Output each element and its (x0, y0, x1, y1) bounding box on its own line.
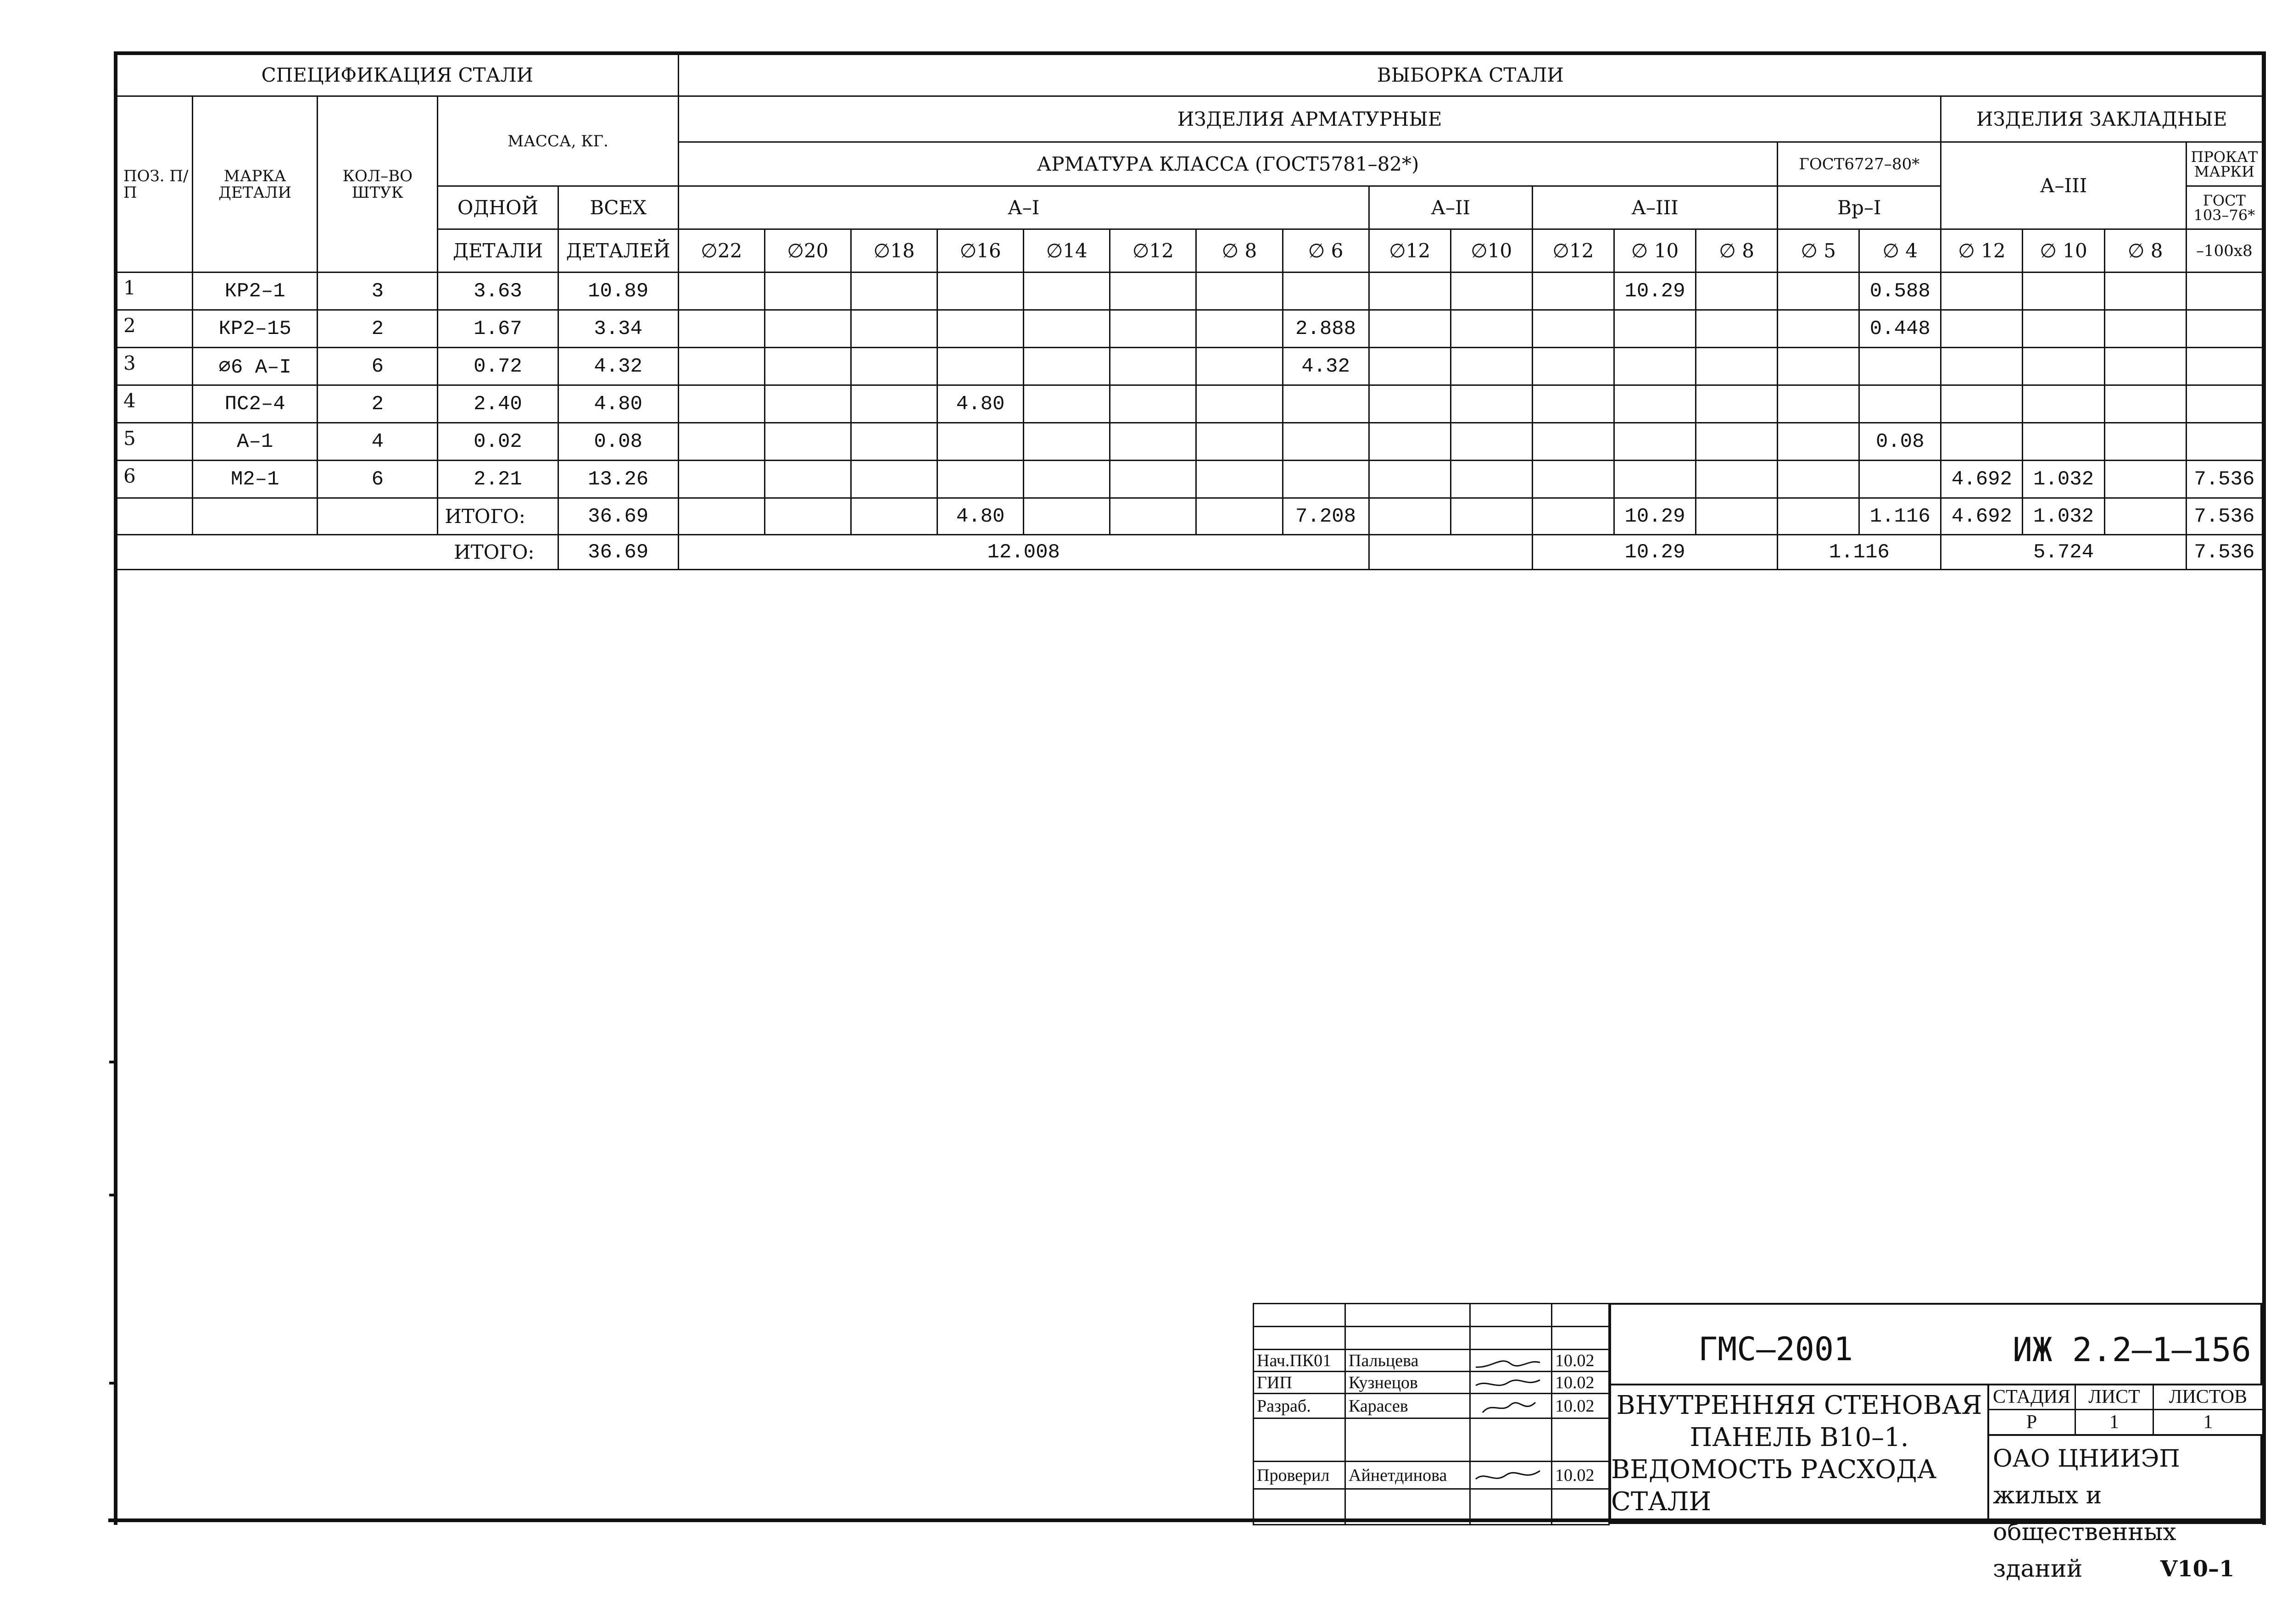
value-cell (764, 310, 851, 348)
value-cell (2104, 348, 2186, 385)
org-code: ГМС–2001 (1698, 1330, 1853, 1368)
select-title: ВЫБОРКА СТАЛИ (678, 54, 2262, 96)
approval-row (1254, 1350, 1609, 1372)
role-cell: ГИП (1254, 1372, 1345, 1394)
value-cell (1283, 385, 1369, 423)
value-cell (1450, 273, 1532, 310)
diam-header: ∅10 (1450, 229, 1532, 273)
class-a2: А–II (1369, 186, 1532, 229)
approval-row (1254, 1394, 1609, 1418)
mass-one-cell: 2.40 (438, 385, 558, 423)
value-cell (1532, 385, 1614, 423)
name-cell: Пальцева (1345, 1350, 1470, 1372)
subtotal-cell (851, 498, 937, 535)
value-cell (1941, 423, 2023, 461)
class-a3: А–III (1532, 186, 1777, 229)
value-cell (1110, 310, 1196, 348)
mass-one-cell: 0.02 (438, 423, 558, 461)
value-cell (2186, 310, 2262, 348)
rolled-header-a: ПРОКАТ МАРКИ (2186, 142, 2262, 186)
value-cell (1941, 348, 2023, 385)
approval-table (1253, 1303, 1610, 1525)
mass-all-cell: 13.26 (558, 461, 678, 498)
subtotal-cell (1450, 498, 1532, 535)
name-cell: Карасев (1345, 1394, 1470, 1418)
subtotal-cell (1369, 498, 1450, 535)
value-cell (1110, 348, 1196, 385)
value-cell (1196, 423, 1283, 461)
value-cell (1283, 423, 1369, 461)
document-name-line: ПАНЕЛЬ В10–1. (1690, 1423, 1909, 1452)
value-cell (1196, 461, 1283, 498)
value-cell (2186, 385, 2262, 423)
role-cell: Проверил (1254, 1462, 1345, 1489)
pos-cell: 1 (117, 273, 193, 310)
mass-all-a: ВСЕХ (558, 186, 678, 229)
value-cell (1369, 461, 1450, 498)
value-cell (1450, 461, 1532, 498)
date-cell: 10.02 (1552, 1462, 1609, 1489)
value-cell (937, 348, 1024, 385)
organization-line: ОАО ЦНИИЭП жилых и (1993, 1445, 2180, 1509)
value-cell (678, 423, 764, 461)
total-label: ИТОГО: (117, 535, 558, 570)
value-cell (1778, 423, 1859, 461)
mass-all-b: ДЕТАЛЕЙ (558, 229, 678, 273)
value-cell (678, 348, 764, 385)
value-cell (1450, 348, 1532, 385)
table-row (117, 385, 2263, 423)
subtotal-cell (678, 498, 764, 535)
class-title: АРМАТУРА КЛАССА (ГОСТ5781–82*) (678, 142, 1777, 186)
mass-one-a: ОДНОЙ (438, 186, 558, 229)
total-rolled: 7.536 (2186, 535, 2262, 570)
value-cell (1450, 385, 1532, 423)
col-qty-header: КОЛ–ВО ШТУК (318, 96, 438, 273)
doc-code: ИЖ 2.2–1–156 (2012, 1330, 2251, 1369)
date-cell: 10.02 (1552, 1350, 1609, 1372)
subtotal-cell (1778, 498, 1859, 535)
pos-cell: 2 (117, 310, 193, 348)
value-cell (1024, 385, 1110, 423)
table-row (117, 461, 2263, 498)
value-cell (764, 423, 851, 461)
mass-all-cell: 10.89 (558, 273, 678, 310)
signature-icon (1473, 1376, 1542, 1392)
value-cell (1532, 310, 1614, 348)
total-a3: 10.29 (1532, 535, 1777, 570)
value-cell (1614, 348, 1696, 385)
mark-cell: ∅6 А–I (193, 348, 318, 385)
data-rows (117, 273, 2263, 498)
qty-cell: 4 (318, 423, 438, 461)
mark-cell: КР2–1 (193, 273, 318, 310)
value-cell (937, 423, 1024, 461)
qty-cell: 2 (318, 385, 438, 423)
mass-one-cell: 2.21 (438, 461, 558, 498)
mark-cell: КР2–15 (193, 310, 318, 348)
value-cell (678, 385, 764, 423)
table-row (117, 423, 2263, 461)
approval-row (1254, 1372, 1609, 1394)
value-cell (937, 310, 1024, 348)
class-a1: А–I (678, 186, 1369, 229)
subtotal-all: 36.69 (558, 498, 678, 535)
signature-icon (1473, 1400, 1542, 1415)
steel-table (116, 53, 2263, 570)
role-cell: Разраб. (1254, 1394, 1345, 1418)
value-cell: 4.692 (1941, 461, 2023, 498)
value-cell: 0.588 (1859, 273, 1941, 310)
value-cell (1369, 423, 1450, 461)
value-cell (1450, 423, 1532, 461)
frame-tick (109, 1382, 115, 1385)
pos-cell: 5 (117, 423, 193, 461)
value-cell (1696, 385, 1778, 423)
diam-header: ∅ 4 (1859, 229, 1941, 273)
subtotal-cell (1110, 498, 1196, 535)
value-cell (2186, 348, 2262, 385)
value-cell (1778, 273, 1859, 310)
mass-one-cell: 3.63 (438, 273, 558, 310)
subtotal-cell (2104, 498, 2186, 535)
subtotal-cell (1196, 498, 1283, 535)
frame-tick (109, 1194, 115, 1196)
value-cell (1024, 461, 1110, 498)
mass-all-cell: 3.34 (558, 310, 678, 348)
value-cell (1369, 348, 1450, 385)
diam-header: ∅16 (937, 229, 1024, 273)
subtotal-cell: 10.29 (1614, 498, 1696, 535)
organization-line: общественных зданий (1993, 1518, 2176, 1583)
signature-cell (1470, 1372, 1552, 1394)
subtotal-cell: 7.208 (1283, 498, 1369, 535)
sheets-value: 1 (2153, 1410, 2263, 1435)
value-cell (1196, 273, 1283, 310)
mass-all-cell: 4.32 (558, 348, 678, 385)
value-cell (1696, 461, 1778, 498)
sheets-header: ЛИСТОВ (2153, 1385, 2263, 1410)
value-cell (2104, 310, 2186, 348)
value-cell (1778, 461, 1859, 498)
sheet-mark: V10–1 (2160, 1556, 2235, 1582)
value-cell (1532, 348, 1614, 385)
embed-a3: А–III (1941, 142, 2186, 229)
diam-header: ∅ 10 (2023, 229, 2104, 273)
diam-header: ∅ 6 (1283, 229, 1369, 273)
pos-cell: 6 (117, 461, 193, 498)
pos-cell: 3 (117, 348, 193, 385)
col-mark-header: МАРКА ДЕТАЛИ (193, 96, 318, 273)
value-cell (678, 461, 764, 498)
document-name-line: ВЕДОМОСТЬ РАСХОДА СТАЛИ (1611, 1455, 1937, 1517)
approval-row (1254, 1462, 1609, 1489)
value-cell (1532, 423, 1614, 461)
value-cell (1941, 273, 2023, 310)
value-cell (678, 310, 764, 348)
value-cell (1024, 310, 1110, 348)
value-cell (851, 348, 937, 385)
value-cell (764, 385, 851, 423)
table-row (117, 348, 2263, 385)
value-cell (1941, 310, 2023, 348)
value-cell (1778, 310, 1859, 348)
value-cell (937, 461, 1024, 498)
value-cell (1859, 385, 1941, 423)
diam-header: –100х8 (2186, 229, 2262, 273)
qty-cell: 3 (318, 273, 438, 310)
value-cell (1614, 461, 1696, 498)
rolled-header-b: ГОСТ 103–76* (2186, 186, 2262, 229)
value-cell: 1.032 (2023, 461, 2104, 498)
value-cell (1532, 461, 1614, 498)
value-cell (1283, 461, 1369, 498)
table-row (117, 310, 2263, 348)
mass-one-cell: 1.67 (438, 310, 558, 348)
subtotal-cell (1696, 498, 1778, 535)
value-cell (2186, 273, 2262, 310)
value-cell (1696, 423, 1778, 461)
value-cell (1196, 348, 1283, 385)
document-name-line: ВНУТРЕННЯЯ СТЕНОВАЯ (1616, 1390, 1982, 1420)
value-cell (2186, 423, 2262, 461)
value-cell (1110, 385, 1196, 423)
total-a2 (1369, 535, 1532, 570)
value-cell (1696, 310, 1778, 348)
value-cell (1859, 461, 1941, 498)
class-bp1: Вр–I (1778, 186, 1941, 229)
value-cell (1859, 348, 1941, 385)
value-cell: 10.29 (1614, 273, 1696, 310)
diam-header: ∅12 (1369, 229, 1450, 273)
mass-one-cell: 0.72 (438, 348, 558, 385)
mark-cell: М2–1 (193, 461, 318, 498)
value-cell (851, 273, 937, 310)
total-a1: 12.008 (678, 535, 1369, 570)
diam-header: ∅22 (678, 229, 764, 273)
subtotal-row (117, 498, 2263, 535)
value-cell (1110, 461, 1196, 498)
sheet-value: 1 (2075, 1410, 2153, 1435)
mark-cell: А–1 (193, 423, 318, 461)
value-cell (1941, 385, 2023, 423)
value-cell: 7.536 (2186, 461, 2262, 498)
mass-one-b: ДЕТАЛИ (438, 229, 558, 273)
table-row (117, 273, 2263, 310)
subtotal-label: ИТОГО: (438, 498, 558, 535)
subtotal-cell: 4.80 (937, 498, 1024, 535)
role-cell: Нач.ПК01 (1254, 1350, 1345, 1372)
diam-header: ∅ 5 (1778, 229, 1859, 273)
value-cell (1283, 273, 1369, 310)
diam-header: ∅14 (1024, 229, 1110, 273)
value-cell (764, 348, 851, 385)
value-cell (1024, 348, 1110, 385)
value-cell (2023, 310, 2104, 348)
subtotal-cell: 1.032 (2023, 498, 2104, 535)
col-mass-header: МАССА, КГ. (438, 96, 678, 186)
embed-title: ИЗДЕЛИЯ ЗАКЛАДНЫЕ (1941, 96, 2263, 142)
diam-header: ∅20 (764, 229, 851, 273)
diam-header: ∅ 8 (1696, 229, 1778, 273)
value-cell (851, 310, 937, 348)
value-cell (1778, 348, 1859, 385)
total-bp1: 1.116 (1778, 535, 1941, 570)
diam-header: ∅18 (851, 229, 937, 273)
date-cell: 10.02 (1552, 1394, 1609, 1418)
value-cell (1696, 273, 1778, 310)
qty-cell: 6 (318, 461, 438, 498)
subtotal-cell: 7.536 (2186, 498, 2262, 535)
value-cell (1696, 348, 1778, 385)
value-cell: 4.80 (937, 385, 1024, 423)
reinf-title: ИЗДЕЛИЯ АРМАТУРНЫЕ (678, 96, 1941, 142)
value-cell (937, 273, 1024, 310)
diam-header: ∅ 8 (1196, 229, 1283, 273)
value-cell (678, 273, 764, 310)
value-cell (1532, 273, 1614, 310)
sheet-header: ЛИСТ (2075, 1385, 2153, 1410)
spec-title: СПЕЦИФИКАЦИЯ СТАЛИ (117, 54, 679, 96)
subtotal-cell: 1.116 (1859, 498, 1941, 535)
date-cell: 10.02 (1552, 1372, 1609, 1394)
signature-icon (1473, 1354, 1542, 1370)
mass-all-cell: 4.80 (558, 385, 678, 423)
total-row (117, 535, 2263, 570)
value-cell (764, 273, 851, 310)
document-name (1608, 1384, 1989, 1524)
value-cell (1614, 385, 1696, 423)
signature-icon (1473, 1469, 1542, 1485)
stage-value: Р (1988, 1410, 2075, 1435)
value-cell (1778, 385, 1859, 423)
pos-cell: 4 (117, 385, 193, 423)
subtotal-cell: 4.692 (1941, 498, 2023, 535)
diam-header: ∅12 (1110, 229, 1196, 273)
subtotal-cell (1024, 498, 1110, 535)
total-all: 36.69 (558, 535, 678, 570)
value-cell (1024, 273, 1110, 310)
value-cell (1369, 385, 1450, 423)
name-cell: Айнетдинова (1345, 1462, 1470, 1489)
col-pos-header: ПОЗ. П/П (117, 96, 193, 273)
value-cell: 0.08 (1859, 423, 1941, 461)
qty-cell: 2 (318, 310, 438, 348)
value-cell: 4.32 (1283, 348, 1369, 385)
value-cell (2104, 273, 2186, 310)
value-cell: 0.448 (1859, 310, 1941, 348)
value-cell (2023, 273, 2104, 310)
value-cell (1110, 423, 1196, 461)
value-cell (1024, 423, 1110, 461)
value-cell (1614, 423, 1696, 461)
qty-cell: 6 (318, 348, 438, 385)
diam-header: ∅ 12 (1941, 229, 2023, 273)
total-embed-a3: 5.724 (1941, 535, 2186, 570)
value-cell (851, 423, 937, 461)
value-cell (1450, 310, 1532, 348)
value-cell (1369, 273, 1450, 310)
diam-header: ∅12 (1532, 229, 1614, 273)
diam-header: ∅ 10 (1614, 229, 1696, 273)
value-cell (851, 385, 937, 423)
signature-cell (1470, 1462, 1552, 1489)
name-cell: Кузнецов (1345, 1372, 1470, 1394)
mass-all-cell: 0.08 (558, 423, 678, 461)
mark-cell: ПС2–4 (193, 385, 318, 423)
value-cell (2104, 423, 2186, 461)
value-cell (1614, 310, 1696, 348)
value-cell (2023, 423, 2104, 461)
subtotal-cell (764, 498, 851, 535)
value-cell (1110, 273, 1196, 310)
value-cell (1369, 310, 1450, 348)
subtotal-cell (1532, 498, 1614, 535)
value-cell (2104, 461, 2186, 498)
value-cell (2023, 385, 2104, 423)
stage-header: СТАДИЯ (1988, 1385, 2075, 1410)
gost-wire: ГОСТ6727–80* (1778, 142, 1941, 186)
signature-cell (1470, 1394, 1552, 1418)
stage-table (1987, 1384, 2264, 1435)
value-cell (2023, 348, 2104, 385)
signature-cell (1470, 1350, 1552, 1372)
value-cell: 2.888 (1283, 310, 1369, 348)
frame-tick (109, 1061, 115, 1063)
value-cell (851, 461, 937, 498)
value-cell (1196, 385, 1283, 423)
diam-header: ∅ 8 (2104, 229, 2186, 273)
value-cell (764, 461, 851, 498)
value-cell (1196, 310, 1283, 348)
title-code-block (1608, 1303, 2262, 1385)
value-cell (2104, 385, 2186, 423)
